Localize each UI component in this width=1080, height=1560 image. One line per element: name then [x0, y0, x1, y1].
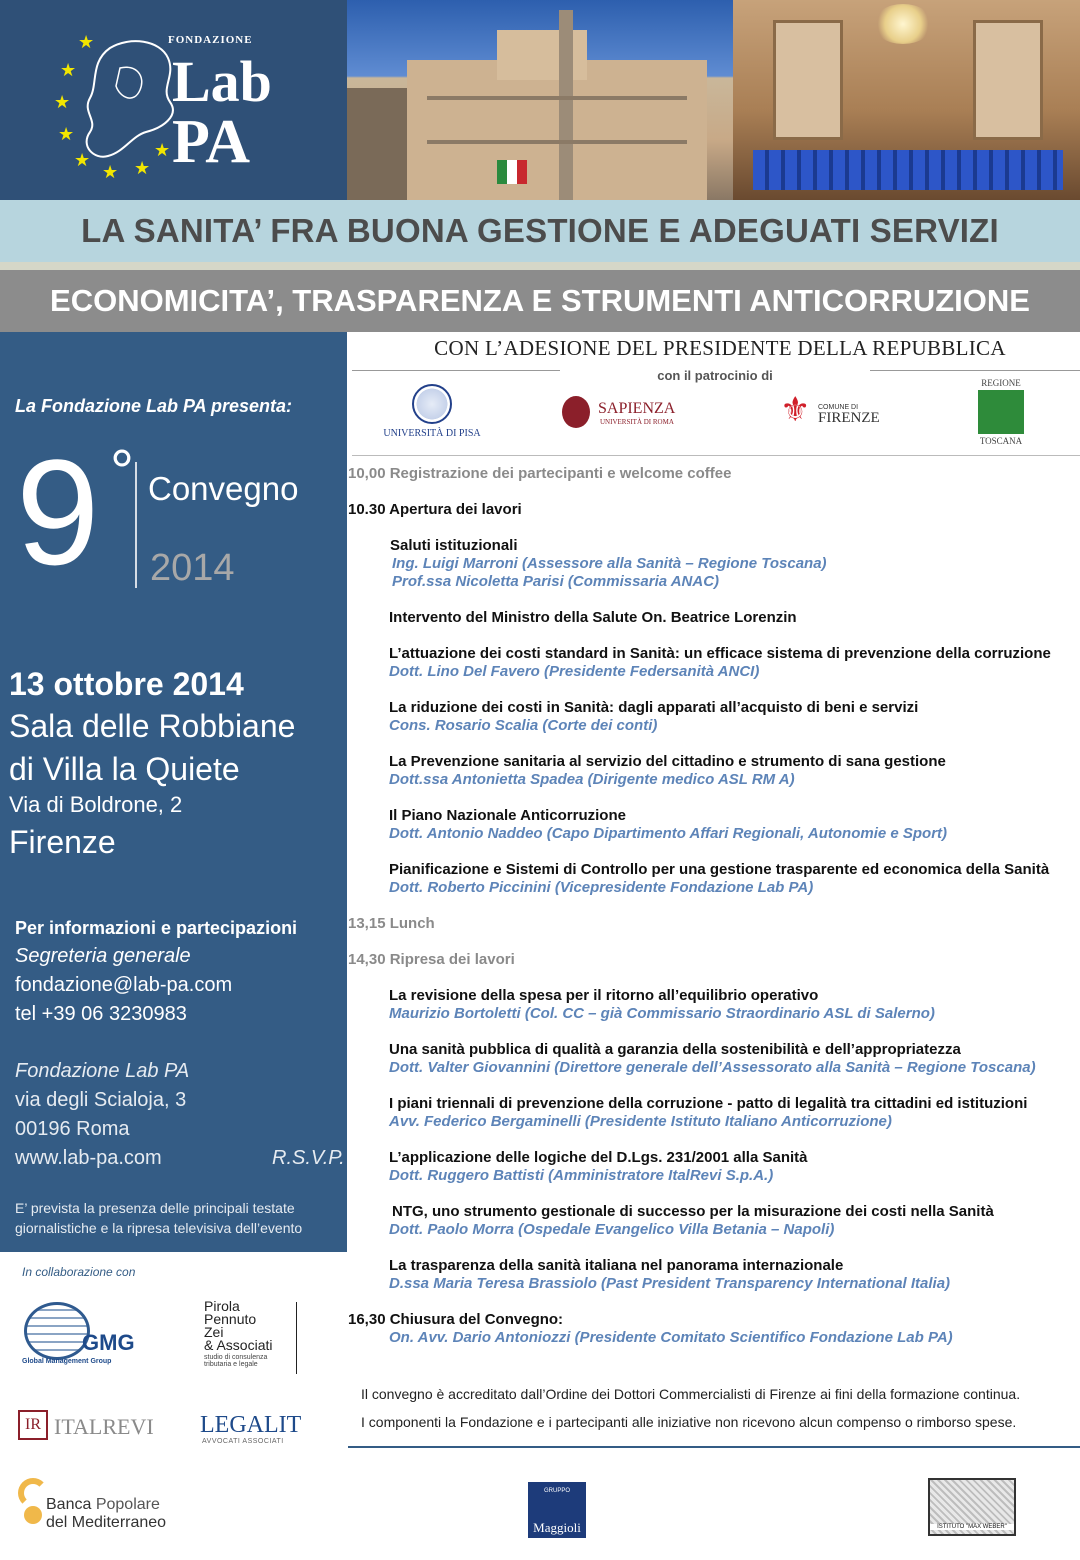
band-separator: [0, 262, 1080, 270]
istituto-label: ISTITUTO "MAX WEBER": [930, 1524, 1014, 1530]
logo-fondazione-text: FONDAZIONE: [168, 34, 253, 46]
accreditation-note: Il convegno è accreditato dall’Ordine dei Dottori Commercialisti di Firenze ai fini della formazione continua.: [361, 1386, 1021, 1402]
patronage-bottom-rule: [352, 455, 1080, 456]
logo-maggioli: [528, 1482, 586, 1538]
logo-istituto-max-weber: [928, 1478, 1016, 1536]
agenda-talk7-speaker: Dott. Valter Giovannini (Direttore generale dell’Assessorato alla Sanità – Regione Toscana): [389, 1059, 1036, 1076]
org-cap: 00196 Roma: [15, 1118, 130, 1140]
left-info-column: [0, 332, 347, 1252]
org-website[interactable]: www.lab-pa.com: [15, 1147, 162, 1169]
regione-label: REGIONE: [981, 378, 1021, 388]
agenda-talk1-title: L’attuazione dei costi standard in Sanità: un efficace sistema di prevenzione della corruzione: [389, 645, 1051, 662]
agenda-talk10-title: NTG, uno strumento gestionale di successo per la misurazione dei costi nella Sanità: [392, 1203, 994, 1220]
agenda-saluti: Saluti istituzionali: [390, 537, 518, 554]
pegaso-icon: [978, 390, 1024, 434]
collaborazione-label: In collaborazione con: [22, 1265, 136, 1279]
venue-address: Via di Boldrone, 2: [9, 792, 183, 817]
agenda-talk8-title: I piani triennali di prevenzione della corruzione - patto di legalità tra cittadini ed istituzioni: [389, 1095, 1028, 1112]
globe-icon: [24, 1302, 90, 1360]
logo-gmg: [20, 1300, 135, 1370]
pirola-line6: tributaria e legale: [204, 1361, 258, 1368]
org-street: via degli Scialoja, 3: [15, 1089, 187, 1111]
firenze-label: FIRENZE: [818, 410, 880, 426]
event-date: 13 ottobre 2014: [9, 666, 244, 702]
agenda-talk7-title: Una sanità pubblica di qualità a garanzia della sostenibilità e dell’appropriatezza: [389, 1041, 961, 1058]
svg-text:★: ★: [78, 32, 95, 52]
agenda-saluti-speaker2: Prof.ssa Nicoletta Parisi (Commissaria ANAC): [392, 573, 720, 590]
bottom-rule: [348, 1446, 1080, 1448]
agenda-chiusura-speaker: On. Avv. Dario Antoniozzi (Presidente Comitato Scientifico Fondazione Lab PA): [389, 1329, 953, 1346]
legalit-sublabel: AVVOCATI ASSOCIATI: [202, 1438, 284, 1445]
maggioli-label: Maggioli: [533, 1520, 581, 1535]
title-band-main: [0, 200, 1080, 262]
edition-divider: [135, 462, 137, 588]
pirola-line1: Pirola: [204, 1298, 240, 1314]
banca-line2: del Mediterraneo: [46, 1514, 167, 1531]
title-band-sub: [0, 270, 1080, 332]
agenda-talk3-speaker: Dott.ssa Antonietta Spadea (Dirigente medico ASL RM A): [389, 771, 795, 788]
svg-text:★: ★: [102, 162, 119, 178]
legalit-label: LEGALIT: [200, 1412, 302, 1438]
agenda-talk11-title: La trasparenza della sanità italiana nel panorama internazionale: [389, 1257, 844, 1274]
logo-banca-popolare: [18, 1478, 188, 1534]
firenze-small-label: COMUNE DI: [818, 404, 859, 411]
logo-regione-toscana: [976, 378, 1026, 448]
patrocinio-label: con il patrocinio di: [560, 368, 870, 383]
sapienza-sublabel: UNIVERSITÀ DI ROMA: [600, 418, 674, 426]
pirola-line4: & Associati: [204, 1337, 273, 1353]
agenda-talk4-title: Il Piano Nazionale Anticorruzione: [389, 807, 626, 824]
pirola-line5: studio di consulenza: [204, 1354, 268, 1361]
agenda-lunch: 13,15 Lunch: [348, 915, 435, 932]
venue-line2: di Villa la Quiete: [9, 751, 240, 787]
sapienza-label: SAPIENZA: [598, 400, 676, 417]
logo-lab-text: Lab: [172, 49, 272, 114]
svg-text:★: ★: [134, 158, 151, 178]
info-title: Per informazioni e partecipazioni: [15, 918, 298, 938]
logo-universita-pisa: [380, 384, 484, 444]
svg-text:★: ★: [54, 92, 71, 112]
agenda-opening: [348, 501, 522, 518]
agenda-talk2-title: La riduzione dei costi in Sanità: dagli apparati all’acquisto di beni e servizi: [389, 699, 919, 716]
agenda-talk4-speaker: Dott. Antonio Naddeo (Capo Dipartimento Affari Regionali, Autonomie e Sport): [389, 825, 948, 842]
banca-popolare-word: Popolare: [91, 1496, 160, 1513]
banca-word: Banca: [46, 1496, 92, 1513]
logo-panel: [0, 0, 347, 200]
compensation-note: I componenti la Fondazione e i partecipanti alle iniziative non ricevono alcun compenso o rimborso spese.: [361, 1414, 1017, 1430]
italrevi-mark-icon: IR: [18, 1410, 48, 1440]
agenda-talk3-title: La Prevenzione sanitaria al servizio del cittadino e strumento di sana gestione: [389, 753, 946, 770]
agenda-opening-label: Apertura dei lavori: [385, 501, 522, 518]
press-note-line2: giornalistiche e la ripresa televisiva dell’evento: [15, 1220, 303, 1236]
agenda-ministro: Intervento del Ministro della Salute On. Beatrice Lorenzin: [389, 609, 797, 626]
edition-degree: °: [110, 438, 134, 505]
agenda-registration: 10,00 Registrazione dei partecipanti e welcome coffee: [348, 465, 732, 482]
toscana-label: TOSCANA: [979, 436, 1023, 446]
agenda-talk10-speaker: Dott. Paolo Morra (Ospedale Evangelico Villa Betania – Napoli): [389, 1221, 835, 1238]
svg-text:★: ★: [58, 124, 75, 144]
agenda-talk8-speaker: Avv. Federico Bergaminelli (Presidente Istituto Italiano Anticorruzione): [389, 1113, 892, 1130]
maggioli-top-label: GRUPPO: [543, 1488, 570, 1494]
agenda-talk6-speaker: Maurizio Bortoletti (Col. CC – già Commissario Straordinario ASL di Salerno): [389, 1005, 935, 1022]
venue-city: Firenze: [9, 824, 116, 860]
agenda-talk11-speaker: D.ssa Maria Teresa Brassiolo (Past President Transparency International Italia): [389, 1275, 951, 1292]
convegno-label: Convegno: [148, 470, 299, 507]
agenda-talk6-title: La revisione della spesa per il ritorno all’equilibrio operativo: [389, 987, 819, 1004]
sun-icon: [18, 1478, 48, 1508]
agenda-chiusura: 16,30 Chiusura del Convegno:: [348, 1311, 564, 1328]
adesione-presidente: CON L’ADESIONE DEL PRESIDENTE DELLA REPUBBLICA: [434, 336, 1006, 360]
agenda-ripresa: 14,30 Ripresa dei lavori: [348, 951, 515, 968]
pirola-line3: Zei: [204, 1324, 224, 1340]
photo-sala-robbiane: [733, 0, 1080, 200]
agenda-talk9-speaker: Dott. Ruggero Battisti (Amministratore ItalRevi S.p.A.): [389, 1167, 774, 1184]
logo-comune-firenze: [780, 388, 890, 438]
contact-phone[interactable]: tel +39 06 3230983: [15, 1003, 187, 1025]
logo-sapienza: [560, 394, 680, 434]
presenta-text: La Fondazione Lab PA presenta:: [15, 396, 293, 416]
photo-palazzo-montecitorio: [347, 0, 733, 200]
pisa-label: UNIVERSITÀ DI PISA: [383, 428, 481, 439]
svg-text:★: ★: [60, 60, 77, 80]
agenda-talk2-speaker: Cons. Rosario Scalia (Corte dei conti): [389, 717, 658, 734]
sub-title: ECONOMICITA’, TRASPARENZA E STRUMENTI ANTICORRUZIONE: [50, 283, 1030, 318]
pirola-line2: Pennuto: [204, 1311, 257, 1327]
agenda-talk5-title: Pianificazione e Sistemi di Controllo per una gestione trasparente ed economica della Sanità: [389, 861, 1050, 878]
convegno-year: 2014: [150, 547, 235, 589]
fleur-de-lis-icon: ⚜: [780, 391, 811, 429]
svg-text:★: ★: [154, 140, 171, 160]
press-note-line1: E’ prevista la presenza delle principali testate: [15, 1200, 295, 1216]
main-title: LA SANITA’ FRA BUONA GESTIONE E ADEGUATI SERVIZI: [81, 212, 999, 249]
gmg-label: GMG: [82, 1330, 135, 1355]
org-name: Fondazione Lab PA: [15, 1060, 190, 1082]
italrevi-label: ITALREVI: [54, 1414, 154, 1439]
logo-legalit: [200, 1412, 304, 1446]
svg-text:★: ★: [74, 150, 91, 170]
segreteria-label: Segreteria generale: [15, 945, 191, 967]
banca-line1: [46, 1496, 160, 1514]
agenda-saluti-speaker1: Ing. Luigi Marroni (Assessore alla Sanità – Regione Toscana): [392, 555, 827, 572]
pisa-seal-icon: [412, 384, 452, 424]
logo-pa-text: PA: [172, 108, 251, 176]
sapienza-seal-icon: [562, 396, 590, 428]
venue-line1: Sala delle Robbiane: [9, 708, 296, 744]
rsvp-label: R.S.V.P.: [272, 1147, 345, 1169]
agenda-talk5-speaker: Dott. Roberto Piccinini (Vicepresidente Fondazione Lab PA): [389, 879, 814, 896]
logo-italrevi: [18, 1408, 168, 1444]
agenda-talk9-title: L’applicazione delle logiche del D.Lgs. 231/2001 alla Sanità: [389, 1149, 808, 1166]
contact-email[interactable]: fondazione@lab-pa.com: [15, 974, 233, 996]
agenda-opening-time: 10.30: [348, 501, 386, 518]
gmg-sublabel: Global Management Group: [22, 1358, 112, 1365]
edition-number: 9: [16, 428, 100, 596]
agenda-talk1-speaker: Dott. Lino Del Favero (Presidente Federsanità ANCI): [389, 663, 760, 680]
logo-pirola: [204, 1300, 304, 1376]
